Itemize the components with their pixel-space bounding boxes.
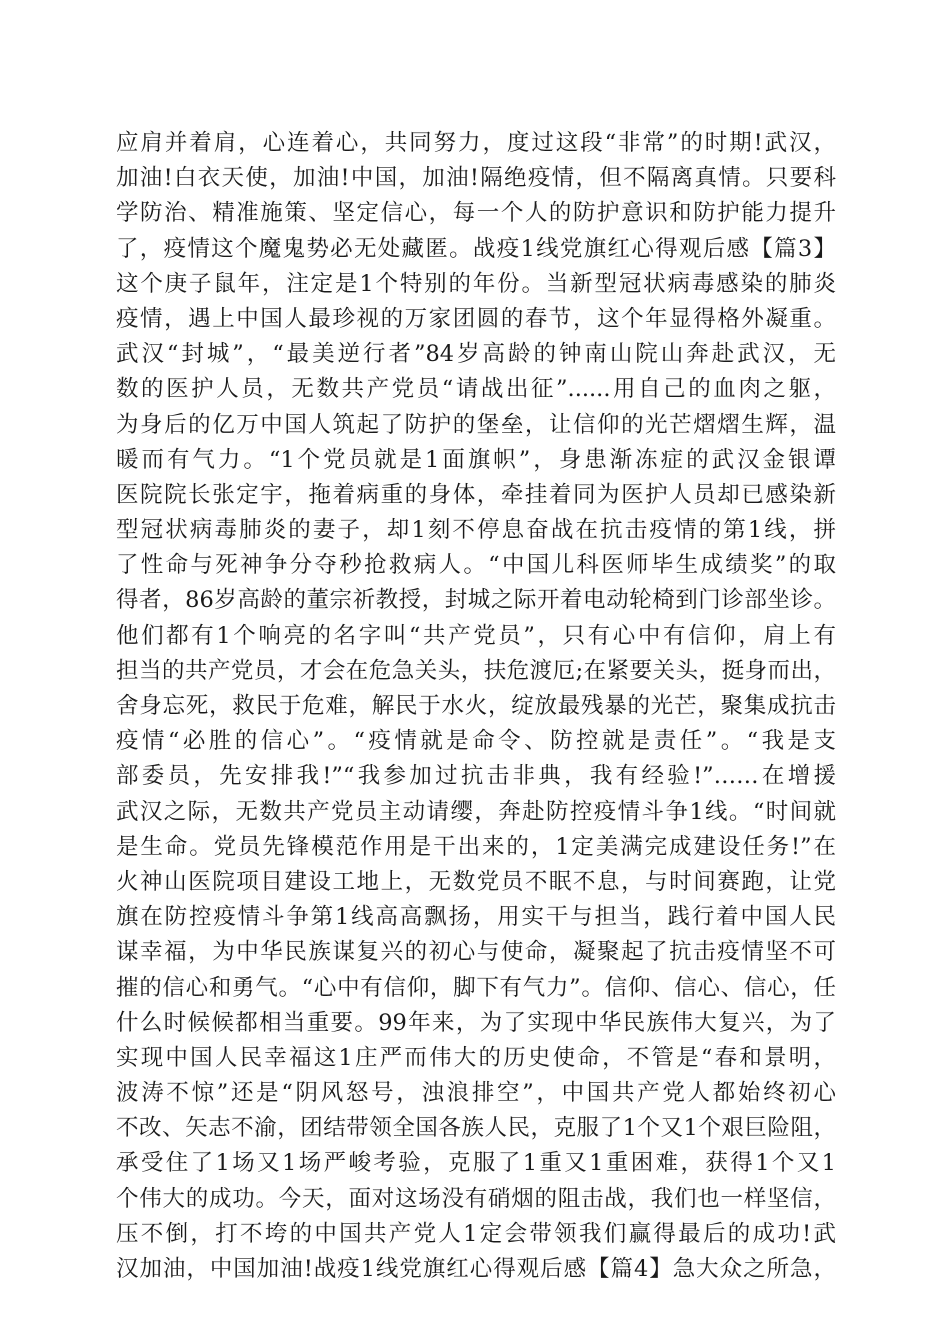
body-text [116,126,836,1287]
text-line: 承受住了1场又1场严峻考验，克服了1重又1重困难，获得1个又1 [116,1150,836,1177]
text-line: 医院院长张定宇，拖着病重的身体，牵挂着同为医护人员却已感染新 [116,481,836,508]
text-line: 武汉之际，无数共产党员主动请缨，奔赴防控疫情斗争1线。“时间就 [116,798,836,825]
text-line: 暖而有气力。“1个党员就是1面旗帜”，身患渐冻症的武汉金银谭 [116,446,836,473]
text-line: 数的医护人员，无数共产党员“请战出征”......用自己的血肉之躯， [116,376,836,403]
text-line: 不改、矢志不渝，团结带领全国各族人民，克服了1个又1个艰巨险阻， [116,1115,836,1142]
text-line: 担当的共产党员，才会在危急关头，扶危渡厄;在紧要关头，挺身而出， [116,657,836,684]
text-line: 为身后的亿万中国人筑起了防护的堡垒，让信仰的光芒熠熠生辉，温 [116,411,836,438]
text-line: 疫情“必胜的信心”。“疫情就是命令、防控就是责任”。“我是支 [116,728,836,755]
text-line: 压不倒，打不垮的中国共产党人1定会带领我们赢得最后的成功!武 [116,1220,836,1247]
text-line: 武汉“封城”，“最美逆行者”84岁高龄的钟南山院山奔赴武汉，无 [116,341,836,368]
text-line: 应肩并着肩，心连着心，共同努力，度过这段“非常”的时期!武汉， [116,130,836,156]
text-line: 旗在防控疫情斗争第1线高高飘扬，用实干与担当，践行着中国人民 [116,904,836,931]
text-line: 学防治、精准施策、坚定信心，每一个人的防护意识和防护能力提升 [116,200,836,227]
text-line: 摧的信心和勇气。“心中有信仰，脚下有气力”。信仰、信心、信心，任 [116,974,836,1001]
text-line: 了性命与死神争分夺秒抢救病人。“中国儿科医师毕生成绩奖”的取 [116,552,836,579]
text-line: 汉加油，中国加油!战疫1线党旗红心得观后感【篇4】急大众之所急， [116,1256,836,1282]
text-line: 什么时候候都相当重要。99年来，为了实现中华民族伟大复兴，为了 [116,1009,836,1036]
text-line: 加油!白衣天使，加油!中国，加油!隔绝疫情，但不隔离真情。只要科 [116,165,836,192]
text-line: 这个庚子鼠年，注定是1个特别的年份。当新型冠状病毒感染的肺炎 [116,270,836,297]
text-line: 是生命。党员先锋模范作用是干出来的，1定美满完成建设任务!”在 [116,833,836,860]
text-line: 部委员，先安排我!”“我参加过抗击非典，我有经验!”……在增援 [116,763,836,790]
text-line: 个伟大的成功。今天，面对这场没有硝烟的阻击战，我们也一样坚信， [116,1185,836,1212]
text-line: 舍身忘死，救民于危难，解民于水火，绽放最残暴的光芒，聚集成抗击 [116,693,836,719]
text-line: 型冠状病毒肺炎的妻子，却1刻不停息奋战在抗击疫情的第1线，拼 [116,517,836,544]
text-line: 波涛不惊”还是“阴风怒号，浊浪排空”，中国共产党人都始终初心 [116,1080,836,1107]
text-line: 实现中国人民幸福这1庄严而伟大的历史使命，不管是“春和景明， [116,1044,836,1071]
text-line: 谋幸福，为中华民族谋复兴的初心与使命，凝聚起了抗击疫情坚不可 [116,939,836,966]
text-line: 得者，86岁高龄的董宗祈教授，封城之际开着电动轮椅到门诊部坐诊。 [116,587,836,614]
text-line: 了，疫情这个魔鬼势必无处藏匿。战疫1线党旗红心得观后感【篇3】 [116,235,836,262]
text-line: 他们都有1个响亮的名字叫“共产党员”，只有心中有信仰，肩上有 [116,622,836,649]
text-line: 疫情，遇上中国人最珍视的万家团圆的春节，这个年显得格外凝重。 [116,305,836,332]
text-line: 火神山医院项目建设工地上，无数党员不眠不息，与时间赛跑，让党 [116,868,836,895]
